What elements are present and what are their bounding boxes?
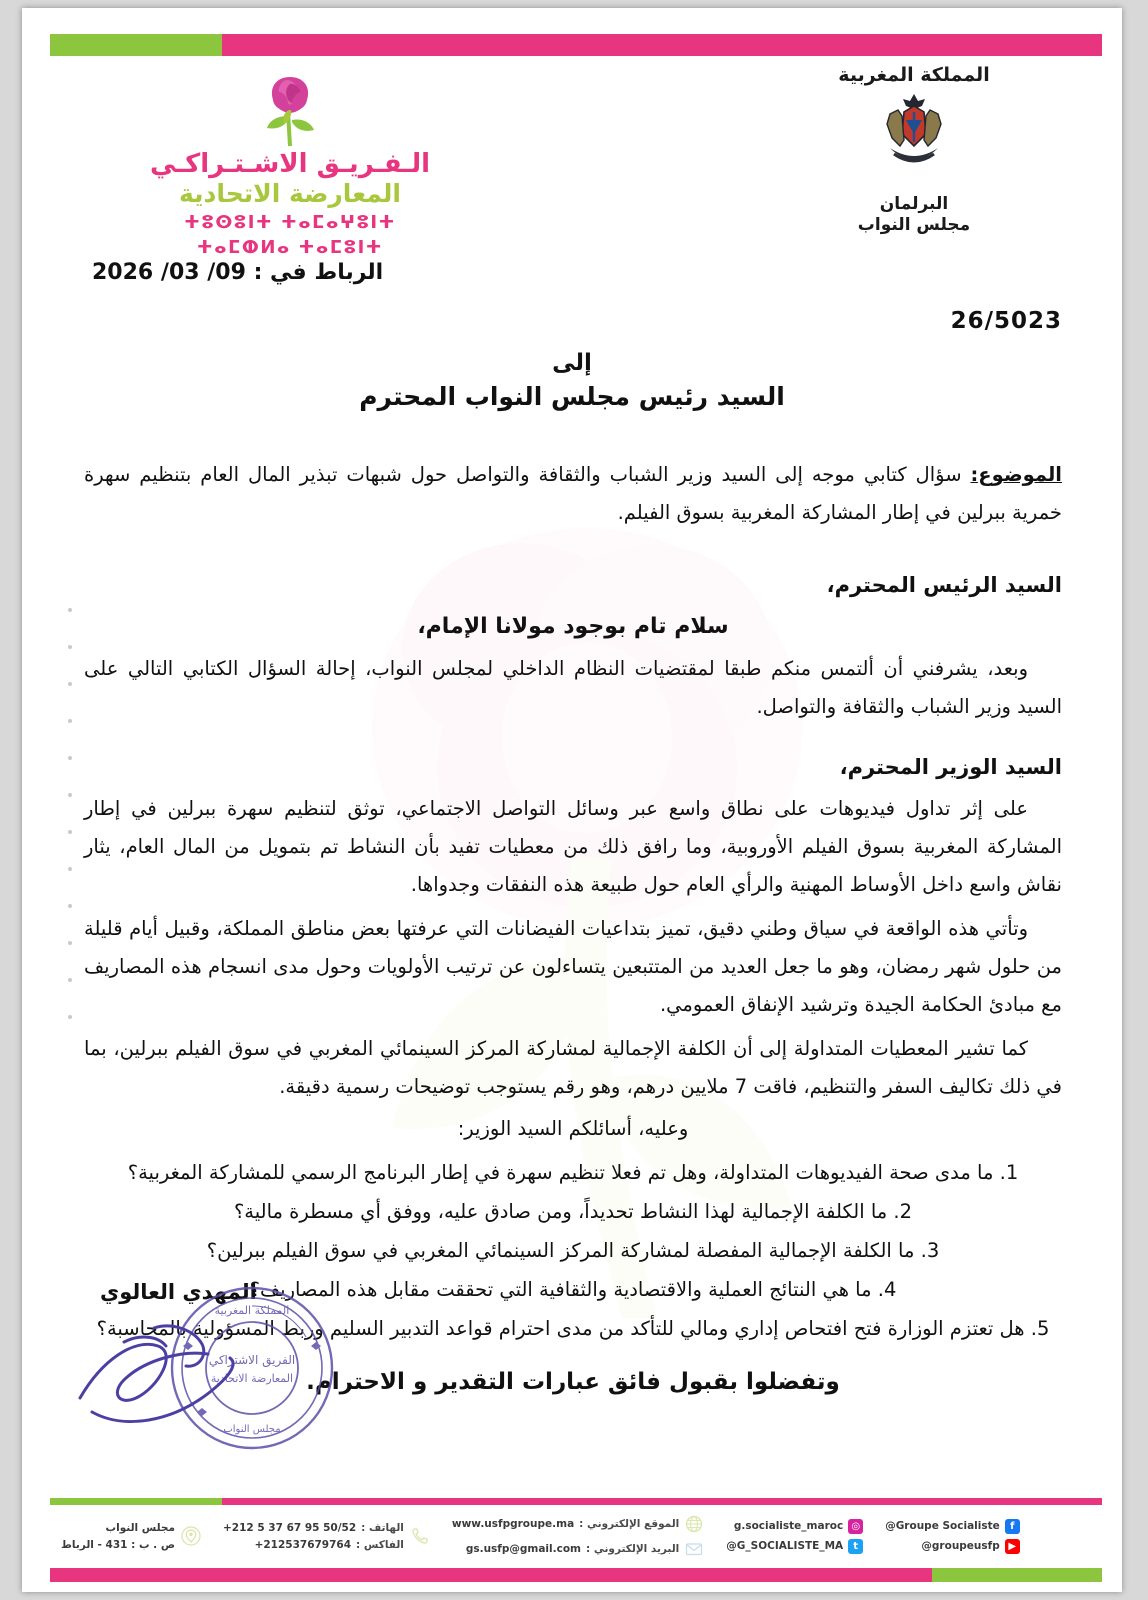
footer-email-value[interactable]: gs.usfp@gmail.com: [465, 1542, 581, 1555]
chamber-title: مجلس النواب: [857, 215, 971, 235]
facebook-handle[interactable]: @Groupe Socialiste: [885, 1520, 1000, 1532]
moroccan-coat-of-arms-icon: [868, 90, 960, 186]
letterhead: [50, 64, 1102, 264]
footer-contact-bar: [50, 1505, 1102, 1567]
salutation-president: السيد الرئيس المحترم،: [826, 573, 1062, 597]
footer-address: [50, 1522, 212, 1551]
footer-address-value: ص . ب : 431 - الرباط: [61, 1538, 175, 1551]
parliament-title: البرلمان: [879, 194, 949, 214]
signature-and-stamp: [62, 1280, 402, 1450]
pink-rose-icon: [251, 72, 329, 148]
top-color-bar: [50, 34, 1102, 56]
margin-dot: [68, 867, 72, 871]
group-name-tifinagh-line2: ⵜⴰⵎⵀⵍⴰ ⵜⴰⵎⵓⵏⵜ: [196, 237, 384, 259]
margin-dots: [62, 608, 72, 1052]
twitter-icon[interactable]: t: [848, 1539, 863, 1554]
closing-line: وتفضلوا بقبول فائق عبارات التقدير و الاحترام.: [306, 1369, 840, 1395]
twitter-handle[interactable]: @G_SOCIALISTE_MA: [726, 1540, 844, 1552]
top-bar-pink: [222, 34, 1102, 56]
footer-website-value[interactable]: www.usfpgroupe.ma: [451, 1517, 575, 1530]
paragraph-2: وتأتي هذه الواقعة في سياق وطني دقيق، تميز بتداعيات الفيضانات التي عرفتها بعض مناطق المملكة، وقبيل أيام قليلة من حلول شهر رمضان، وهو ما جعل العديد من المتتبعين يتساءلون عن ترتيب الأولويات وحول مدى انسجام هذه المصاريف مع مبادئ الحكامة الجيدة وترشيد الإنفاق العمومي.: [84, 917, 1062, 1016]
date-value: 09/ 03/ 2026: [92, 260, 246, 285]
official-round-stamp-icon: [172, 1288, 332, 1448]
margin-dot: [68, 1015, 72, 1019]
facebook-icon[interactable]: f: [1005, 1519, 1020, 1534]
bottom-bar-pink: [50, 1568, 932, 1582]
recipient-name: السيد رئيس مجلس النواب المحترم: [359, 382, 785, 411]
question-item: 2. ما الكلفة الإجمالية لهذا النشاط تحديداً، ومن صادق عليه، ووفق أي مسطرة مالية؟: [233, 1200, 913, 1223]
envelope-icon: [684, 1539, 704, 1559]
state-letterhead: [764, 64, 1064, 235]
to-word: إلى: [552, 350, 592, 376]
margin-dot: [68, 904, 72, 908]
footer-web-block: [441, 1514, 715, 1559]
document-page: [22, 8, 1122, 1592]
group-name-line1: الـفـريـق الاشـتـراكـي: [149, 149, 431, 179]
question-item: 3. ما الكلفة الإجمالية المفصلة لمشاركة المركز السينمائي المغربي في سوق الفيلم ببرلين؟: [206, 1239, 940, 1262]
svg-text:المعارضة الاتحادية: المعارضة الاتحادية: [210, 1372, 294, 1385]
question-item: 5. هل تعتزم الوزارة فتح افتحاص إداري ومالي للتأكد من مدى احترام قواعد التدبير السليم وربط المسؤولية بالمحاسبة؟: [96, 1317, 1050, 1340]
subject-line: [84, 456, 1062, 532]
date-line: [92, 260, 383, 285]
subject-text: سؤال كتابي موجه إلى السيد وزير الشباب والثقافة والتواصل حول شبهات تبذير المال العام بتنظيم سهرة خمرية ببرلين في إطار المشاركة المغربية بسوق الفيلم.: [84, 463, 1062, 524]
margin-dot: [68, 645, 72, 649]
footer-email-label: البريد الإلكتروني :: [586, 1542, 680, 1555]
bottom-bar-green: [932, 1568, 1102, 1582]
footer-phone-value[interactable]: +212 5 37 67 95 50/52: [222, 1521, 357, 1534]
footer-rule-green: [50, 1498, 222, 1505]
letter-body: [84, 456, 1062, 1401]
group-name-line2: المعارضة الاتحادية: [179, 178, 401, 208]
svg-text:المملكة المغربية: المملكة المغربية: [214, 1304, 290, 1317]
svg-text:مجلس النواب: مجلس النواب: [223, 1424, 281, 1435]
phone-icon: [410, 1526, 430, 1546]
footer-social-block-1: [715, 1519, 874, 1554]
footer-website-label: الموقع الإلكتروني :: [579, 1517, 680, 1530]
margin-dot: [68, 978, 72, 982]
location-pin-icon: [181, 1526, 201, 1546]
footer-phone-label: الهاتف :: [361, 1521, 404, 1534]
salutation-greeting: سلام تام بوجود مولانا الإمام،: [417, 614, 729, 639]
footer-social-block-2: [874, 1519, 1031, 1554]
margin-dot: [68, 682, 72, 686]
svg-text:الفريق الاشتراكي: الفريق الاشتراكي: [208, 1353, 296, 1367]
footer-rule-pink: [222, 1498, 1102, 1505]
margin-dot: [68, 941, 72, 945]
group-letterhead: [110, 72, 470, 259]
globe-icon: [684, 1514, 704, 1534]
salutation-minister: السيد الوزير المحترم،: [839, 755, 1062, 779]
questions-intro: وعليه، أسائلكم السيد الوزير:: [457, 1117, 689, 1140]
kingdom-title: المملكة المغربية: [838, 64, 990, 86]
footer-fax-value: +212537679764: [254, 1538, 352, 1551]
footer-phone-block: [212, 1522, 441, 1551]
subject-label: الموضوع:: [970, 463, 1062, 486]
intro-paragraph: وبعد، يشرفني أن ألتمس منكم طبقا لمقتضيات النظام الداخلي لمجلس النواب، إحالة السؤال الكتابي التالي على السيد وزير الشباب والثقافة والتواصل.: [84, 657, 1062, 718]
instagram-handle[interactable]: g.socialiste_maroc: [733, 1520, 844, 1532]
question-item: 1. ما مدى صحة الفيديوهات المتداولة، وهل تم فعلا تنظيم سهرة في إطار البرنامج الرسمي للمشاركة المغربية؟: [127, 1161, 1019, 1184]
margin-dot: [68, 719, 72, 723]
paragraph-3: كما تشير المعطيات المتداولة إلى أن الكلفة الإجمالية لمشاركة المركز السينمائي المغربي في سوق الفيلم ببرلين، بما في ذلك تكاليف السفر والتنظيم، فاقت 7 ملايين درهم، وهو رقم يستوجب توضيحات رسمية دقيقة.: [84, 1037, 1062, 1098]
reference-number: 26/5023: [950, 308, 1062, 334]
group-name-tifinagh-line1: ⵜⵓⵙⵓⵏⵜ ⵜⴰⵎⴰⵖⵓⵏⵜ: [184, 211, 396, 233]
youtube-handle[interactable]: @groupeusfp: [921, 1540, 1000, 1552]
footer-color-rule: [50, 1498, 1102, 1505]
margin-dot: [68, 793, 72, 797]
paragraph-1: على إثر تداول فيديوهات على نطاق واسع عبر وسائل التواصل الاجتماعي، توثق لتنظيم سهرة ببرلين في إطار المشاركة المغربية بسوق الفيلم الأوروبية، وما رافق ذلك من معطيات تفيد بأن النشاط تم بتمويل من المال العام، يثار نقاش واسع داخل الأوساط المهنية والرأي العام حول طبيعة هذه النفقات وجدواها.: [84, 797, 1062, 896]
signatory-name: المهدي العالوي: [100, 1280, 257, 1304]
date-label: الرباط في :: [253, 260, 384, 285]
addressee-block: [22, 350, 1122, 411]
question-item: 4. ما هي النتائج العملية والاقتصادية والثقافية التي تحققت مقابل هذه المصاريف؟: [249, 1278, 897, 1301]
margin-dot: [68, 830, 72, 834]
footer-fax-label: الفاكس :: [356, 1538, 404, 1551]
youtube-icon[interactable]: ▶: [1005, 1539, 1020, 1554]
instagram-icon[interactable]: ◎: [848, 1519, 863, 1534]
margin-dot: [68, 756, 72, 760]
footer-address-label: مجلس النواب: [105, 1521, 175, 1534]
bottom-color-bar: [50, 1568, 1102, 1582]
margin-dot: [68, 608, 72, 612]
top-bar-green: [50, 34, 222, 56]
